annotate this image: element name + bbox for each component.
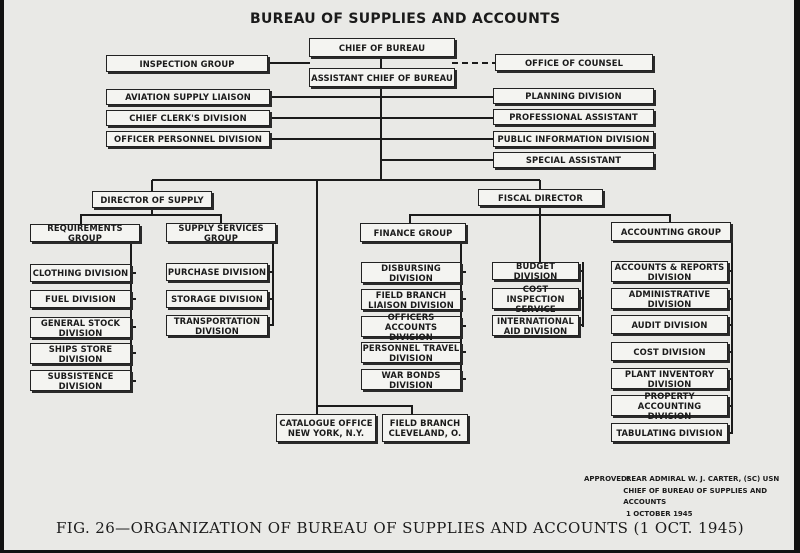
box-disbursing-division: DISBURSING DIVISION: [361, 262, 461, 283]
box-cost-division: COST DIVISION: [611, 342, 728, 361]
box-field-branch-cleveland: FIELD BRANCH CLEVELAND, O.: [382, 414, 468, 442]
approval-line-1: REAR ADMIRAL W. J. CARTER, (SC) USN: [626, 475, 780, 483]
box-administrative-division: ADMINISTRATIVE DIVISION: [611, 288, 728, 309]
approval-label: APPROVED:: [584, 475, 630, 483]
box-requirements-group: REQUIREMENTS GROUP: [30, 224, 140, 242]
connector-supply-down: [81, 207, 152, 224]
box-international-aid-division: INTERNATIONAL AID DIVISION: [492, 315, 579, 336]
connector-accounting: [540, 215, 670, 222]
box-cost-inspection-service: COST INSPECTION SERVICE: [492, 288, 579, 309]
box-accounting-group: ACCOUNTING GROUP: [611, 222, 731, 241]
box-fiscal-director: FISCAL DIRECTOR: [478, 189, 603, 206]
box-plant-inventory-division: PLANT INVENTORY DIVISION: [611, 368, 728, 389]
box-transportation-division: TRANSPORTATION DIVISION: [166, 315, 268, 336]
box-office-of-counsel: OFFICE OF COUNSEL: [495, 54, 653, 71]
box-chief-of-bureau: CHIEF OF BUREAU: [309, 38, 455, 57]
box-fuel-division: FUEL DIVISION: [30, 290, 131, 308]
box-public-information-division: PUBLIC INFORMATION DIVISION: [493, 131, 654, 147]
figure-caption: FIG. 26—ORGANIZATION OF BUREAU OF SUPPLIES AND ACCOUNTS (1 OCT. 1945): [55, 519, 745, 537]
box-assistant-chief: ASSISTANT CHIEF OF BUREAU: [309, 68, 455, 87]
box-general-stock-division: GENERAL STOCK DIVISION: [30, 317, 131, 338]
box-chief-clerks-division: CHIEF CLERK'S DIVISION: [106, 110, 270, 126]
approval-note: [584, 474, 800, 520]
box-storage-division: STORAGE DIVISION: [166, 290, 268, 308]
box-personnel-travel-division: PERSONNEL TRAVEL DIVISION: [362, 342, 460, 363]
box-accounts-reports-division: ACCOUNTS & REPORTS DIVISION: [611, 261, 728, 282]
approval-line-3: 1 OCTOBER 1945: [626, 509, 693, 518]
box-officers-accounts-division: OFFICERS ACCOUNTS DIVISION: [361, 316, 461, 337]
box-property-accounting-division: PROPERTY ACCOUNTING DIVISION: [611, 395, 728, 416]
box-ships-store-division: SHIPS STORE DIVISION: [30, 343, 131, 364]
connector-field-offices: [317, 406, 412, 414]
box-budget-division: BUDGET DIVISION: [492, 262, 579, 280]
box-supply-services-group: SUPPLY SERVICES GROUP: [166, 223, 276, 242]
box-director-of-supply: DIRECTOR OF SUPPLY: [92, 191, 212, 208]
box-war-bonds-division: WAR BONDS DIVISION: [361, 369, 461, 390]
box-inspection-group: INSPECTION GROUP: [106, 55, 268, 72]
approval-line-2: CHIEF OF BUREAU OF SUPPLIES AND ACCOUNTS: [623, 486, 768, 506]
box-tabulating-division: TABULATING DIVISION: [611, 423, 728, 442]
connector-fiscal-down: [410, 205, 540, 223]
box-subsistence-division: SUBSISTENCE DIVISION: [30, 370, 131, 391]
box-aviation-supply-liaison: AVIATION SUPPLY LIAISON: [106, 89, 270, 105]
box-catalogue-office: CATALOGUE OFFICE NEW YORK, N.Y.: [276, 414, 376, 442]
box-purchase-division: PURCHASE DIVISION: [166, 263, 268, 281]
box-finance-group: FINANCE GROUP: [360, 223, 466, 242]
chart-title: BUREAU OF SUPPLIES AND ACCOUNTS: [250, 11, 561, 27]
box-audit-division: AUDIT DIVISION: [611, 315, 728, 334]
box-clothing-division: CLOTHING DIVISION: [30, 264, 131, 282]
box-planning-division: PLANNING DIVISION: [493, 88, 654, 104]
box-field-branch-liaison-division: FIELD BRANCH LIAISON DIVISION: [361, 289, 461, 310]
box-officer-personnel-division: OFFICER PERSONNEL DIVISION: [106, 131, 270, 147]
box-professional-assistant: PROFESSIONAL ASSISTANT: [493, 109, 654, 125]
box-special-assistant: SPECIAL ASSISTANT: [493, 152, 654, 168]
connector-budget-spine: [579, 262, 583, 327]
